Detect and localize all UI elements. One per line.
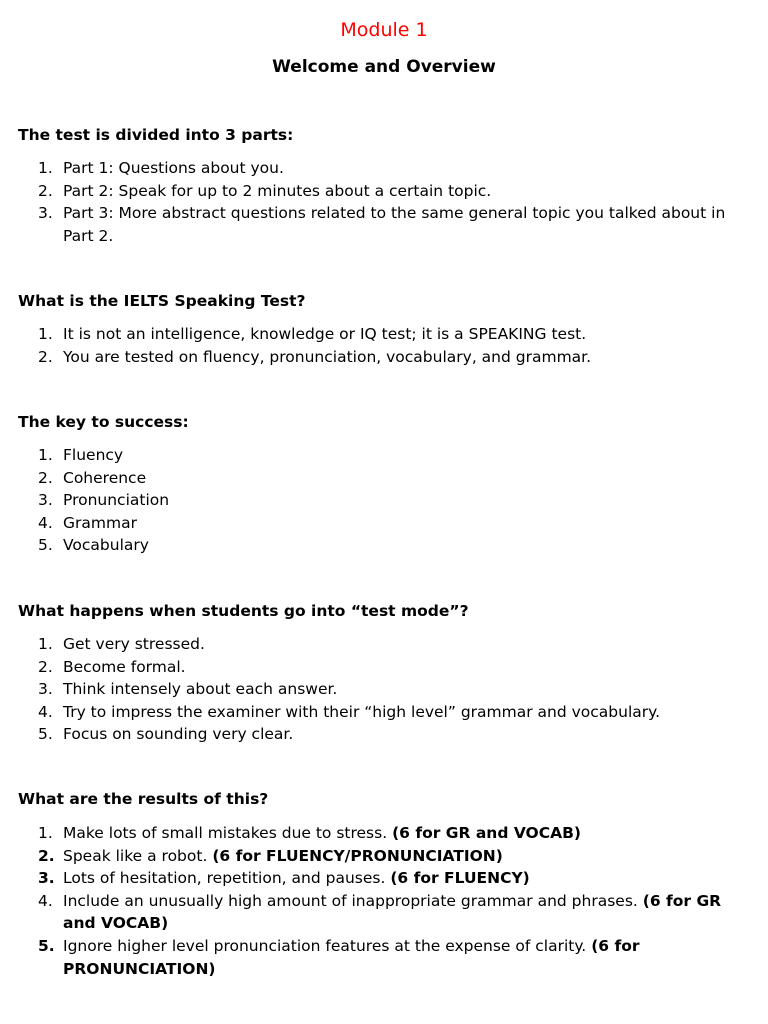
numbered-list	[18, 822, 753, 980]
section-test-parts	[18, 125, 753, 247]
list-item	[18, 935, 753, 980]
section-heading: The key to success:	[18, 413, 189, 431]
list-item	[18, 867, 753, 890]
list-number: 1.	[38, 824, 53, 842]
section-heading: The test is divided into 3 parts:	[18, 126, 294, 144]
list-item-text: Pronunciation	[63, 491, 170, 510]
list-item	[18, 346, 753, 369]
score-note: (6 for PRONUNCIATION)	[63, 936, 640, 978]
list-item	[18, 512, 753, 535]
list-number: 5.	[38, 536, 53, 555]
list-item	[18, 845, 753, 868]
list-item-text: Lots of hesitation, repetition, and pauses.	[63, 869, 386, 888]
list-number: 3.	[38, 491, 53, 510]
section-heading: What is the IELTS Speaking Test?	[18, 292, 306, 310]
numbered-list	[18, 444, 753, 557]
list-number: 4.	[38, 702, 53, 721]
page-title: Welcome and Overview	[272, 57, 496, 77]
section-key-to-success	[18, 412, 753, 557]
list-item-text: Think intensely about each answer.	[63, 680, 338, 699]
list-item	[18, 534, 753, 557]
list-item	[18, 701, 753, 724]
list-item-text: Part 1: Questions about you.	[63, 159, 284, 177]
list-item-text: Vocabulary	[63, 536, 149, 555]
list-item-text: You are tested on fluency, pronunciation, vocabulary, and grammar.	[63, 347, 592, 366]
list-item	[18, 157, 753, 180]
list-item-text: Ignore higher level pronunciation features at the expense of clarity.	[63, 936, 587, 955]
list-item-text: Part 3: More abstract questions related to the same general topic you talked about in Part 2.	[63, 204, 726, 245]
list-number: 2.	[38, 181, 53, 200]
list-item-text: It is not an intelligence, knowledge or IQ test; it is a SPEAKING test.	[63, 325, 587, 343]
list-item-text: Become formal.	[63, 657, 186, 676]
list-item	[18, 633, 753, 656]
list-item	[18, 467, 753, 490]
numbered-list	[18, 157, 753, 247]
list-number: 3.	[38, 204, 53, 223]
list-item-text: Part 2: Speak for up to 2 minutes about a certain topic.	[63, 181, 492, 200]
list-item-text: Grammar	[63, 513, 137, 532]
list-number: 3.	[38, 680, 53, 699]
numbered-list	[18, 633, 753, 746]
section-test-mode	[18, 601, 753, 746]
list-item	[18, 202, 753, 247]
list-item-text: Focus on sounding very clear.	[63, 725, 294, 744]
list-item	[18, 323, 753, 346]
list-number: 2.	[38, 846, 55, 865]
list-item-text: Fluency	[63, 446, 124, 464]
list-number: 1.	[38, 159, 53, 177]
list-number: 2.	[38, 657, 53, 676]
list-item-text: Coherence	[63, 468, 147, 487]
section-results	[18, 789, 753, 980]
list-number: 1.	[38, 325, 53, 343]
score-note: (6 for GR and VOCAB)	[63, 891, 722, 933]
list-item-text: Make lots of small mistakes due to stress.	[63, 824, 388, 842]
list-item	[18, 678, 753, 701]
list-item-text: Get very stressed.	[63, 635, 205, 653]
list-number: 4.	[38, 513, 53, 532]
score-note: (6 for GR and VOCAB)	[392, 824, 581, 842]
list-item-text: Speak like a robot.	[63, 846, 208, 865]
list-item	[18, 656, 753, 679]
list-item	[18, 822, 753, 845]
list-number: 5.	[38, 725, 53, 744]
list-number: 1.	[38, 446, 53, 464]
list-number: 1.	[38, 635, 53, 653]
list-number: 2.	[38, 347, 53, 366]
list-item-text: Try to impress the examiner with their “high level” grammar and vocabulary.	[63, 702, 661, 721]
list-item	[18, 723, 753, 746]
module-title: Module 1	[340, 19, 428, 41]
list-item	[18, 489, 753, 512]
list-item-text: Include an unusually high amount of inappropriate grammar and phrases.	[63, 891, 638, 910]
list-number: 3.	[38, 869, 55, 888]
list-item	[18, 180, 753, 203]
list-item	[18, 444, 753, 467]
score-note: (6 for FLUENCY/PRONUNCIATION)	[212, 846, 503, 865]
list-item	[18, 890, 753, 935]
list-number: 5.	[38, 936, 55, 955]
section-heading: What are the results of this?	[18, 790, 269, 808]
score-note: (6 for FLUENCY)	[390, 869, 530, 888]
list-number: 2.	[38, 468, 53, 487]
section-heading: What happens when students go into “test mode”?	[18, 602, 469, 620]
list-number: 4.	[38, 891, 53, 910]
numbered-list	[18, 323, 753, 368]
section-what-is-test	[18, 291, 753, 368]
